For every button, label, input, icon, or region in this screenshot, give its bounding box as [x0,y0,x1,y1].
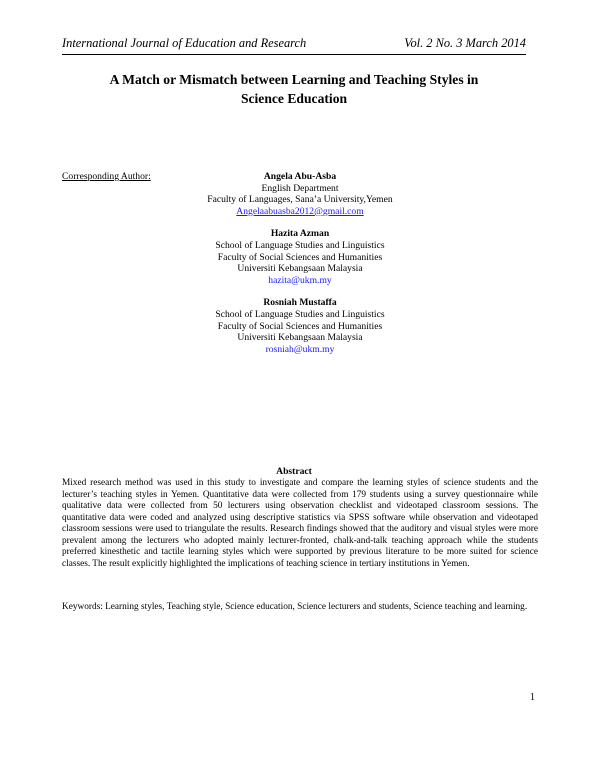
author-email-link[interactable]: hazita@ukm.my [268,274,332,286]
author-affiliation-line: Universiti Kebangsaan Malaysia [237,332,363,344]
paper-title [62,70,526,108]
author-email-link[interactable]: Angelaabuasba2012@gmail.com [236,205,364,217]
author-affiliation-line: Faculty of Languages, Sana’a University,Yemen [207,194,393,206]
author-name: Rosniah Mustaffa [263,297,337,309]
title-line-1: A Match or Mismatch between Learning and Teaching Styles in [109,72,479,87]
author-affiliation-line: English Department [261,182,339,194]
keywords: Keywords: Learning styles, Teaching style, Science education, Science lecturers and students, Science teaching and learning. [62,602,528,612]
abstract-body: Mixed research method was used in this study to investigate and compare the learning styles of science students and the lecturer’s teaching styles in Yemen. Quantitative data were collected from 179 students using a survey questionnaire while qualitative data were collected from 50 lecturers using observation checklist and videotaped classroom sessions. The quantitative data were coded and analyzed using descriptive statistics via SPSS software while observation and videotaped classroom sessions were used to triangulate the results. Research findings showed that the auditory and visual styles were more prevalent among the lecturers who adopted mainly lecturer-fronted, chalk-and-talk teaching approach while the students preferred kinesthetic and tactile learning styles which were supported by previous literature to be more suited for science classes. The result explicitly highlighted the implications of teaching science in tertiary institutions in Yemen. [62,478,538,569]
journal-name: International Journal of Education and Research [62,36,307,50]
author-affiliation-line: School of Language Studies and Linguistics [215,308,385,320]
abstract-heading: Abstract [276,466,312,477]
author-name: Hazita Azman [270,228,330,240]
author-affiliation-line: Faculty of Social Sciences and Humanities [217,320,383,332]
title-line-2: Science Education [240,91,348,106]
author-list [180,171,420,366]
author-block [180,228,420,286]
running-header [62,36,526,55]
author-affiliation-line: Universiti Kebangsaan Malaysia [237,263,363,275]
author-name: Angela Abu-Asba [263,171,337,182]
author-affiliation-line: Faculty of Social Sciences and Humanities [217,251,383,263]
author-block [180,171,420,217]
author-affiliation-line: School of Language Studies and Linguistics [215,239,385,251]
author-block [180,297,420,355]
corresponding-author-label: Corresponding Author: [62,171,151,182]
volume-info: Vol. 2 No. 3 March 2014 [404,36,526,50]
page-number: 1 [530,692,535,703]
author-email-link[interactable]: rosniah@ukm.my [265,343,335,355]
